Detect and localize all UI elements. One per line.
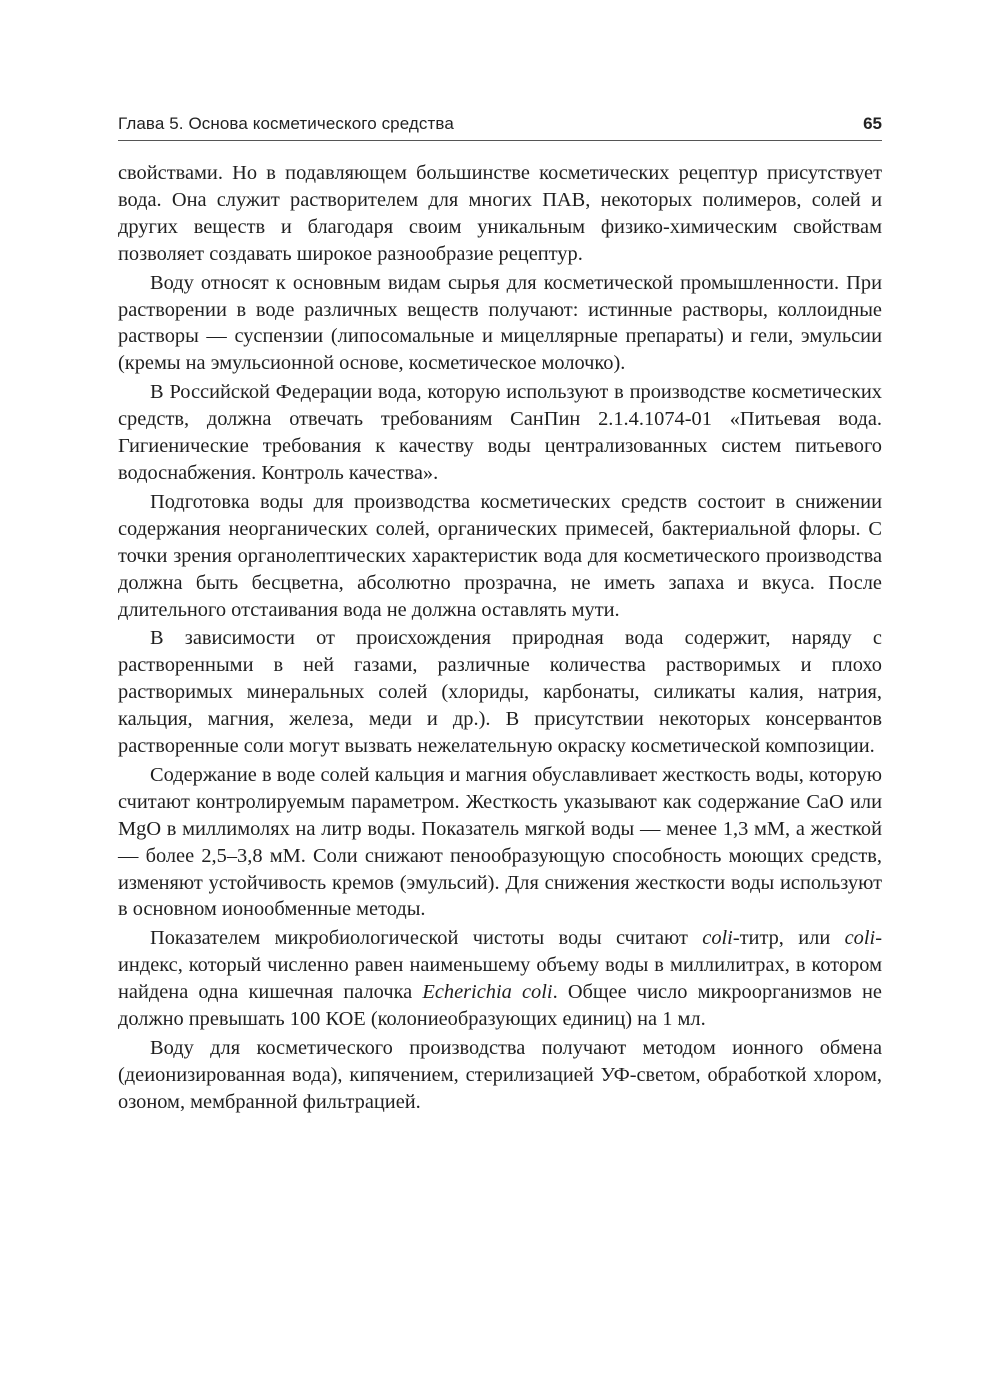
paragraph-mineral-salts: В зависимости от происхождения природная вода содержит, наряду с растворенными в ней газами, различные количества растворимых и плохо растворимых минеральных солей (хлориды, карбонаты, силикаты калия, натрия, кальция, магния, железа, меди и др.). В присутствии некоторых консервантов растворенные соли могут вызвать нежелательную окраску косметической композиции. — [118, 627, 882, 758]
italic-term-echerichia-coli: Echerichia coli — [422, 981, 553, 1004]
text-run: -титр, или — [732, 927, 845, 950]
text-run: Показателем микробиологической чистоты воды считают — [150, 927, 703, 950]
body-text — [118, 160, 882, 1116]
text-run: . Общее число микроорганизмов не должно превышать 100 КОЕ (колониеобразующих единиц) на 1 мл. — [118, 981, 882, 1031]
page-number: 65 — [863, 114, 882, 133]
italic-term-coli: coli — [702, 927, 733, 950]
paragraph-water-raw-material: Воду относят к основным видам сырья для косметической промышленности. При растворении в воде различных веществ получают: истинные растворы, коллоидные растворы — суспензии (липосомальные и мицеллярные препараты) и гели, эмульсии (кремы на эмульсионной основе, косметическое молочко). — [118, 271, 882, 375]
paragraph-sanpin-requirements: В Российской Федерации вода, которую используют в производстве косметических средств, должна отвечать требованиям СанПин 2.1.4.1074-01 «Питьевая вода. Гигиенические требования к качеству воды централизованных систем питьевого водоснабжения. Контроль качества». — [118, 381, 882, 484]
chapter-title: Глава 5. Основа косметического средства — [118, 114, 454, 133]
paragraph-water-hardness: Содержание в воде солей кальция и магния обуславливает жесткость воды, которую считают контролируемым параметром. Жесткость указывают как содержание CaO или MgO в миллимолях на литр воды. Показатель мягкой воды — менее 1,3 мМ, а жесткой — более 2,5–3,8 мМ. Соли снижают пенообразующую способность моющих средств, изменяют устойчивость кремов (эмульсий). Для снижения жесткости воды используют в основном ионообменные методы. — [118, 763, 882, 921]
paragraph-water-preparation: Подготовка воды для производства косметических средств состоит в снижении содержания неорганических солей, органических примесей, бактериальной флоры. С точки зрения органолептических характеристик вода для косметического производства должна быть бесцветна, абсолютно прозрачна, не иметь запаха и вкуса. После длительного отстаивания вода не должна оставлять мути. — [118, 490, 882, 621]
paragraph-continuation: свойствами. Но в подавляющем большинстве косметических рецептур присутствует вода. Она служит растворителем для многих ПАВ, некоторых полимеров, солей и других веществ и благодаря своим уникальным физико-химическим свойствам позволяет создавать широкое разнообразие рецептур. — [118, 162, 882, 265]
italic-term-coli: coli — [844, 927, 876, 950]
running-header — [118, 114, 882, 141]
paragraph-microbiological-purity — [118, 925, 882, 1033]
paragraph-production-methods: Воду для косметического производства получают методом ионного обмена (деионизированная вода), кипячением, стерилизацией УФ-светом, обработкой хлором, озоном, мембранной фильтрацией. — [118, 1037, 882, 1113]
text-run: -индекс, который численно равен наименьшему объему воды в миллилитрах, в котором найдена одна кишечная палочка — [118, 927, 882, 1004]
